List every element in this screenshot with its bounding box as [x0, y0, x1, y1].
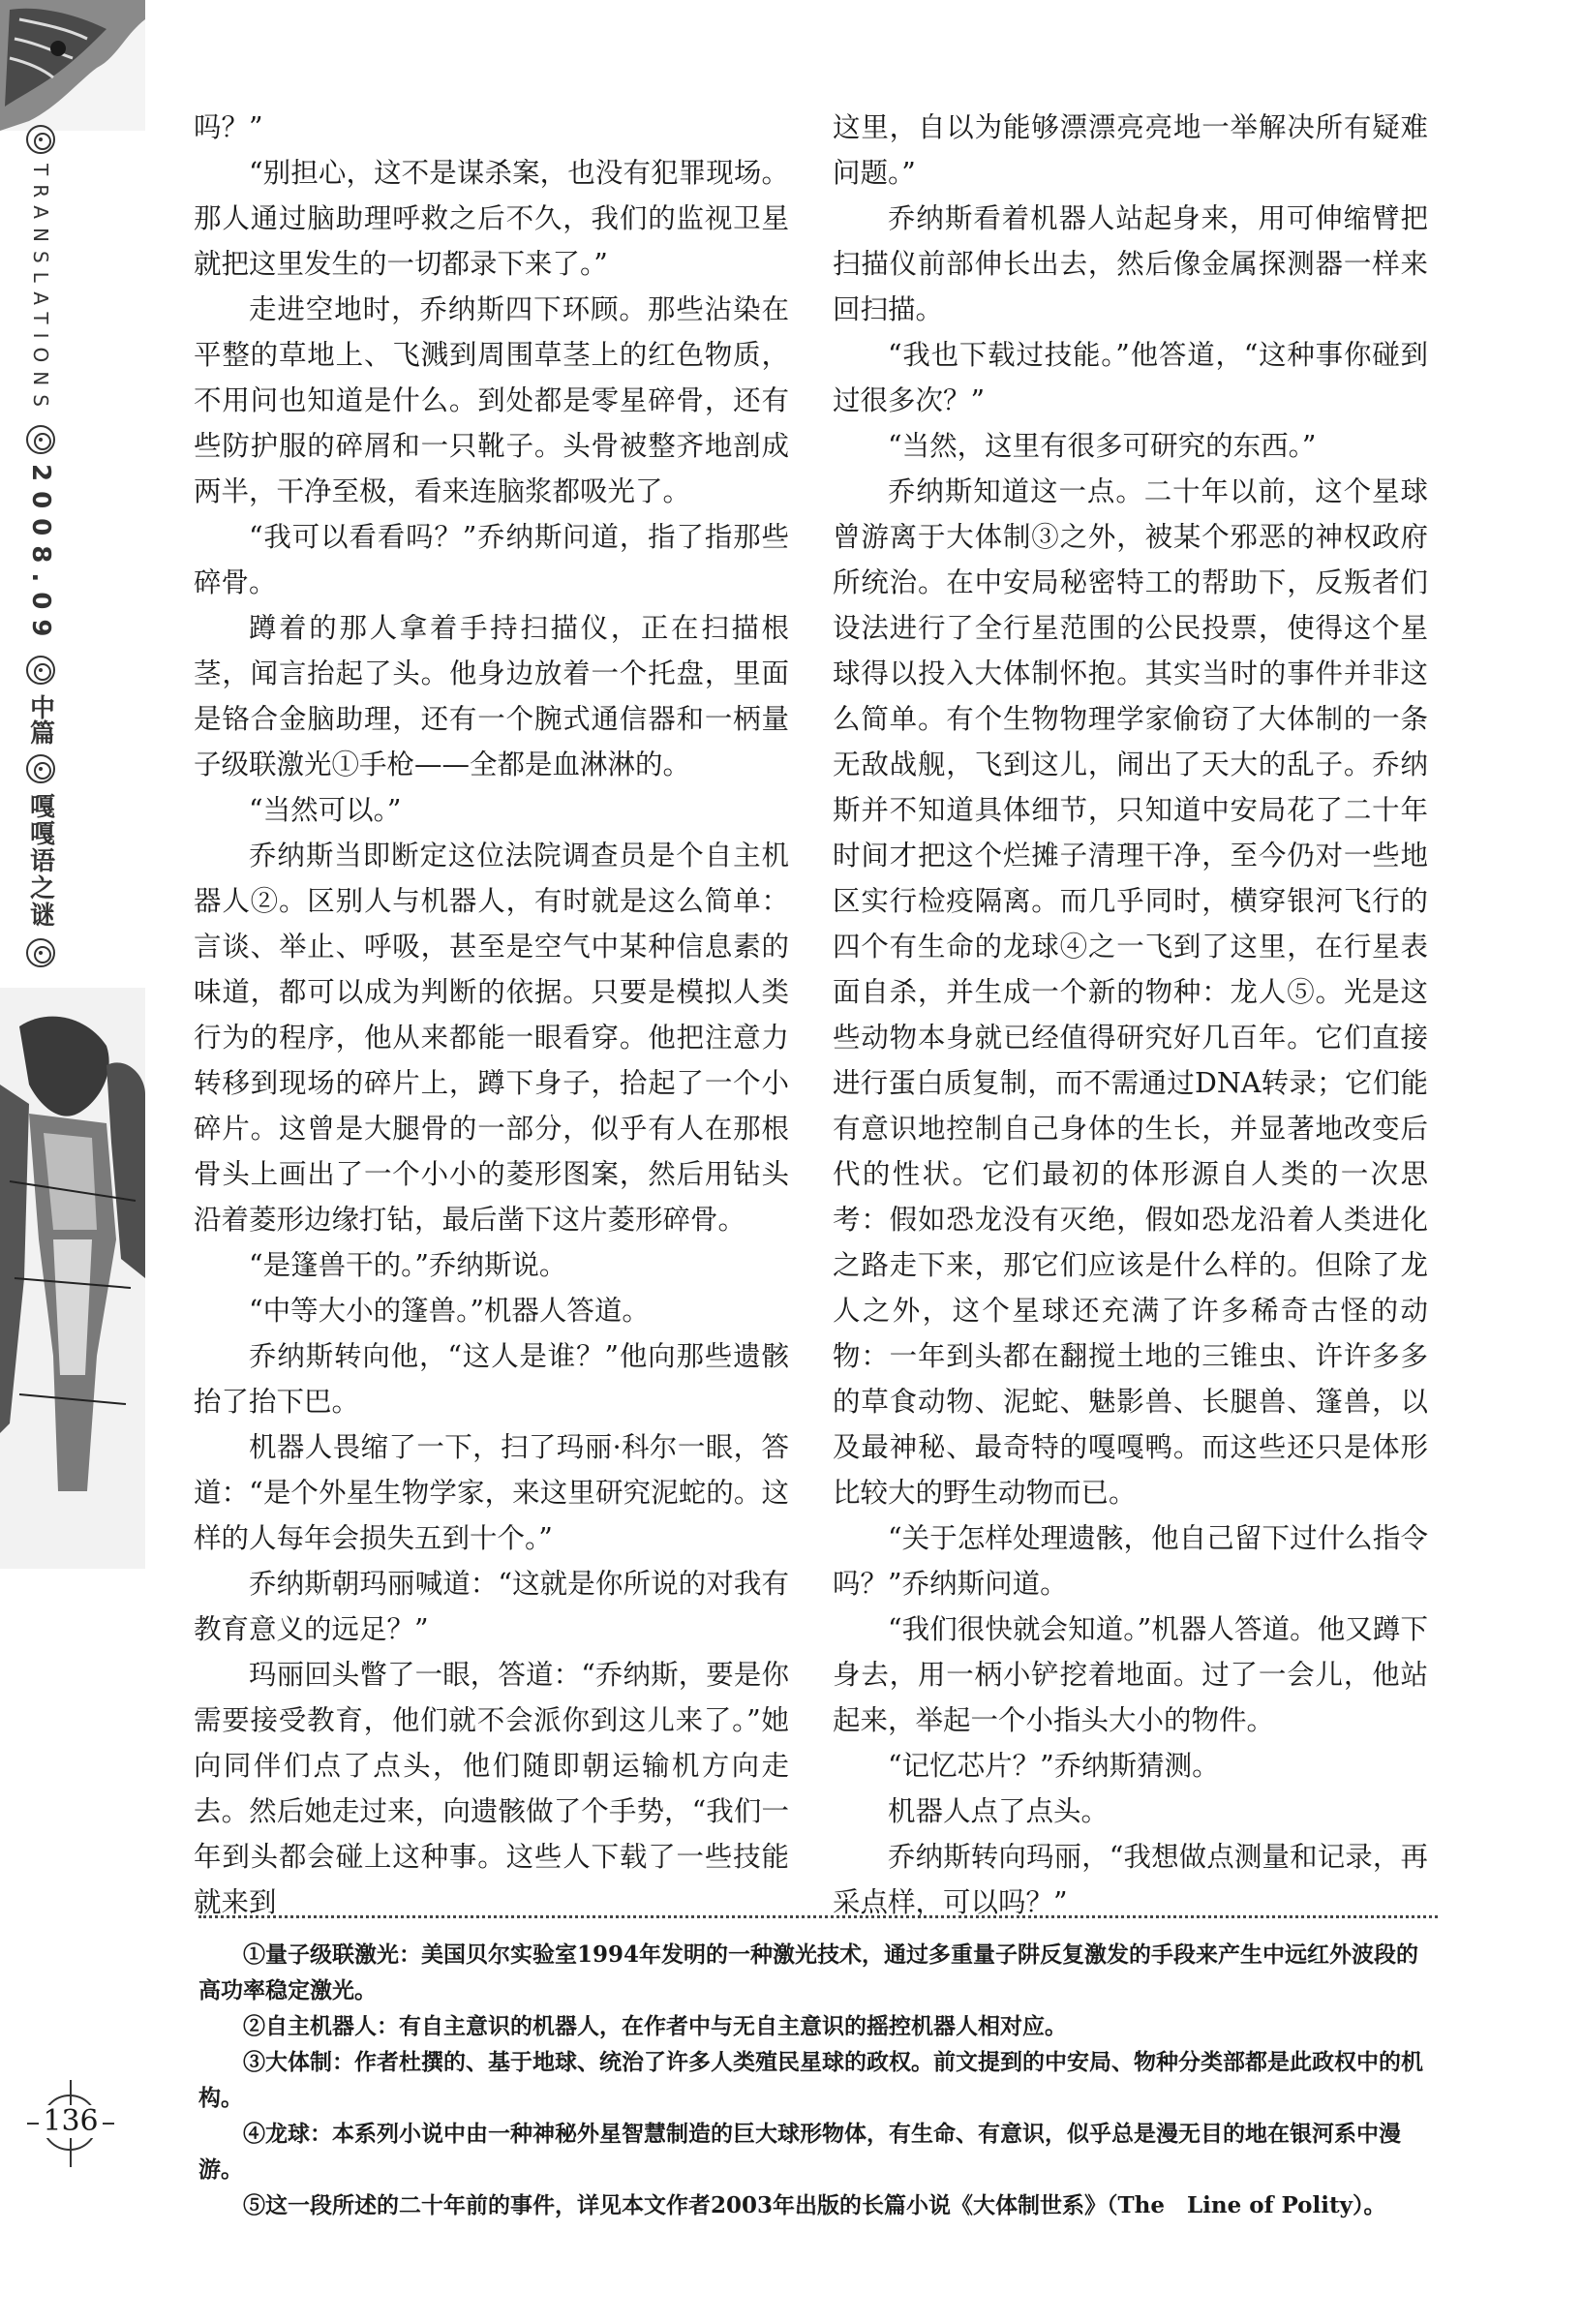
page-number: 136 — [39, 2105, 103, 2138]
corner-illustration — [0, 0, 145, 131]
paragraph: “中等大小的篷兽。”机器人答道。 — [249, 1295, 650, 1327]
side-illustration — [0, 988, 145, 1569]
footnote: ②自主机器人：有自主意识的机器人，在作者中与无自主意识的摇控机器人相对应。 — [243, 2013, 1067, 2039]
paragraph: 蹲着的那人拿着手持扫描仪，正在扫描根茎，闻言抬起了头。他身边放着一个托盘，里面是铬合金脑助理，还有一个腕式通信器和一柄量子级联激光①手枪——全都是血淋淋的。 — [194, 612, 789, 780]
right-column — [833, 105, 1428, 1925]
sidebar — [17, 121, 64, 993]
target-icon — [26, 938, 55, 967]
issue-label: 2008.09 — [26, 463, 55, 647]
target-icon — [26, 754, 55, 783]
footnote: ③大体制：作者杜撰的、基于地球、统治了许多人类殖民星球的政权。前文提到的中安局、物种分类部都是此政权中的机构。 — [198, 2049, 1423, 2111]
paragraph: 走进空地时，乔纳斯四下环顾。那些沾染在平整的草地上、飞溅到周围草茎上的红色物质，不用问也知道是什么。到处都是零星碎骨，还有些防护服的碎屑和一只靴子。头骨被整齐地剖成两半，干净至极，看来连脑浆都吸光了。 — [194, 293, 789, 507]
footnote: ①量子级联激光：美国贝尔实验室1994年发明的一种激光技术，通过多重量子阱反复激发的手段来产生中远红外波段的高功率稳定激光。 — [198, 1942, 1419, 2003]
paragraph: 这里，自以为能够漂漂亮亮地一举解决所有疑难问题。” — [833, 111, 1428, 189]
paragraph: “别担心，这不是谋杀案，也没有犯罪现场。那人通过脑助理呼救之后不久，我们的监视卫星就把这里发生的一切都录下来了。” — [194, 157, 789, 280]
paragraph: “当然，这里有很多可研究的东西。” — [888, 430, 1317, 462]
paragraph: 乔纳斯转向他，“这人是谁？”他向那些遗骸抬了抬下巴。 — [194, 1340, 789, 1418]
story-title: 嘎嘎语之谜 — [25, 793, 55, 930]
paragraph: 吗？” — [194, 111, 263, 143]
paragraph: “我可以看看吗？”乔纳斯问道，指了指那些碎骨。 — [194, 521, 789, 598]
target-icon — [26, 125, 55, 154]
paragraph: “关于怎样处理遗骸，他自己留下过什么指令吗？”乔纳斯问道。 — [833, 1522, 1428, 1600]
target-icon — [26, 656, 55, 685]
footnote: ④龙球：本系列小说中由一种神秘外星智慧制造的巨大球形物体，有生命、有意识，似乎总是漫无目的地在银河系中漫游。 — [198, 2121, 1401, 2183]
paragraph: 乔纳斯知道这一点。二十年以前，这个星球曾游离于大体制③之外，被某个邪恶的神权政府所统治。在中安局秘密特工的帮助下，反叛者们设法进行了全行星范围的公民投票，使得这个星球得以投入大体制怀抱。其实当时的事件并非这么简单。有个生物物理学家偷窃了大体制的一条无敌战舰，飞到这儿，闹出了天大的乱子。乔纳斯并不知道具体细节，只知道中安局花了二十年时间才把这个烂摊子清理干净，至今仍对一些地区实行检疫隔离。而几乎同时，横穿银河飞行的四个有生命的龙球④之一飞到了这里，在行星表面自杀，并生成一个新的物种：龙人⑤。光是这些动物本身就已经值得研究好几百年。它们直接进行蛋白质复制，而不需通过DNA转录；它们能有意识地控制自己身体的生长，并显著地改变后代的性状。它们最初的体形源自人类的一次思考：假如恐龙没有灭绝，假如恐龙沿着人类进化之路走下来，那它们应该是什么样的。但除了龙人之外，这个星球还充满了许多稀奇古怪的动物：一年到头都在翻搅土地的三锥虫、许许多多的草食动物、泥蛇、魅影兽、长腿兽、篷兽，以及最神秘、最奇特的嘎嘎鸭。而这些还只是体形比较大的野生动物而已。 — [833, 475, 1428, 1509]
footnotes — [198, 1937, 1438, 2223]
paragraph: “当然可以。” — [249, 794, 402, 826]
category-label: 中篇 — [25, 694, 55, 746]
paragraph: “我们很快就会知道。”机器人答道。他又蹲下身去，用一柄小铲挖着地面。过了一会儿，他站起来，举起一个小指头大小的物件。 — [833, 1613, 1428, 1736]
paragraph: “我也下载过技能。”他答道，“这种事你碰到过很多次？” — [833, 339, 1428, 416]
left-column — [194, 105, 789, 1925]
footnote: ⑤这一段所述的二十年前的事件，详见本文作者2003年出版的长篇小说《大体制世系》（The Line of Polity）。 — [243, 2192, 1386, 2218]
paragraph: 乔纳斯看着机器人站起身来，用可伸缩臂把扫描仪前部伸长出去，然后像金属探测器一样来回扫描。 — [833, 202, 1428, 325]
target-icon — [26, 425, 55, 454]
paragraph: “记忆芯片？”乔纳斯猜测。 — [888, 1750, 1220, 1782]
section-label: TRANSLATIONS — [29, 164, 52, 415]
footnote-divider — [198, 1915, 1438, 1918]
paragraph: 机器人点了点头。 — [888, 1795, 1110, 1827]
paragraph: 玛丽回头瞥了一眼，答道：“乔纳斯，要是你需要接受教育，他们就不会派你到这儿来了。”她向同伴们点了点头，他们随即朝运输机方向走去。然后她走过来，向遗骸做了个手势，“我们一年到头都会碰上这种事。这些人下载了一些技能就来到 — [194, 1659, 789, 1918]
paragraph: 乔纳斯当即断定这位法院调查员是个自主机器人②。区别人与机器人，有时就是这么简单：言谈、举止、呼吸，甚至是空气中某种信息素的味道，都可以成为判断的依据。只要是模拟人类行为的程序，他从来都能一眼看穿。他把注意力转移到现场的碎片上，蹲下身子，拾起了一个小碎片。这曾是大腿骨的一部分，似乎有人在那根骨头上画出了一个小小的菱形图案，然后用钻头沿着菱形边缘打钻，最后凿下这片菱形碎骨。 — [194, 840, 789, 1236]
paragraph: 乔纳斯转向玛丽，“我想做点测量和记录，再采点样，可以吗？” — [833, 1841, 1428, 1918]
paragraph: 机器人畏缩了一下，扫了玛丽·科尔一眼，答道：“是个外星生物学家，来这里研究泥蛇的。这样的人每年会损失五到十个。” — [194, 1431, 789, 1554]
page-number-badge — [27, 2080, 114, 2167]
paragraph: “是篷兽干的。”乔纳斯说。 — [249, 1249, 567, 1281]
paragraph: 乔纳斯朝玛丽喊道：“这就是你所说的对我有教育意义的远足？” — [194, 1568, 789, 1645]
